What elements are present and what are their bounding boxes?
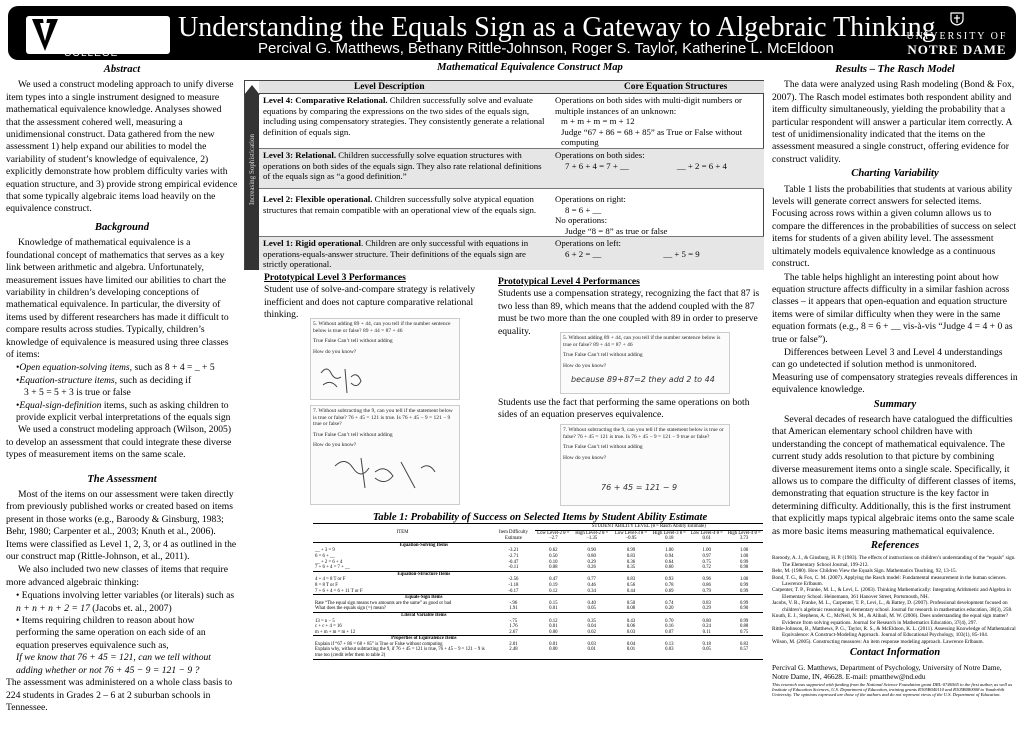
table-cell: 0.05	[587, 606, 596, 612]
table-cell: -2.56	[508, 577, 519, 583]
table-cell: 0.01	[549, 641, 558, 647]
table-cell: 0.00	[549, 647, 558, 653]
abstract-heading: Abstract	[103, 64, 141, 75]
table-cell: 0.35	[626, 565, 636, 571]
work-how-1: How do you know?	[313, 348, 357, 355]
work-how-3: How do you know?	[563, 362, 607, 369]
level-4-perf-text-2: Students use the fact that performing the same operations on both sides of an equation preserves equivalence.	[498, 397, 750, 421]
table-cell: c + c + 4 = 16	[315, 624, 342, 630]
level-4-perf-text: Students use a compensation strategy, recognizing the fact that 87 is two less than 89, which means that the addend coupled with the 87 must be two more than the one coupled with 89 in order to preserve equality.	[498, 288, 760, 337]
funding-text: This research was supported with funding from the National Science Foundation grant DRL-0746565 to the first author, as well as Institute of Education Sciences, U.S. Department of Education, training grants R305B040110 and R305B080008 to Vanderbilt University. The opinions expressed are those of the authors and do not represent views of the U.S. Department of Education.	[772, 681, 1013, 698]
references-list	[772, 555, 1018, 645]
table-cell: 2.67	[509, 629, 518, 635]
vanderbilt-sub: PEABODY COLLEGE	[64, 37, 120, 59]
table-cell: 0.43	[626, 618, 636, 624]
level-4-perf-text-2-wrap	[498, 397, 766, 422]
level-2-name: Level 2: Flexible operational.	[263, 194, 373, 204]
table-cell: 0.62	[549, 548, 558, 554]
background-end: We used a construct modeling approach (Wilson, 2005) to develop an assessment that could integrate these diverse types of measurement items on the same scale.	[6, 424, 232, 461]
item-class-2: •Equation-structure items, such as deciding if	[16, 374, 192, 386]
reference-item: Wilson, M. (2005). Constructing measures: An item response modeling approach. Lawrence Erlbaum.	[772, 638, 984, 645]
level-3-e3: __ + 2 = 6 + 4	[676, 160, 727, 171]
background-text: Knowledge of mathematical equivalence is a foundational concept of mathematics that serves as a key link between arithmetic and algebra. Unfortunately, measurement issues have limited our abilities to chart the variability in children’s developing conceptions of mathematical equivalence. In particular, the diversity of items used by different researchers has made it difficult to compare results across studies. Typically, children’s knowledge of equivalence is measured using three classes of items:	[6, 237, 229, 360]
table-cell: 0.01	[549, 606, 558, 612]
level-1-e1: Operations on left:	[555, 238, 621, 248]
table-cell: 0.50	[549, 553, 558, 559]
table-cell: 0.06	[626, 624, 636, 630]
table-cell: 0.83	[702, 600, 711, 606]
abstract-text: We used a construct modeling approach to unify diverse item types into a single instrument designed to measure mathematical equivalence knowledge. Analyses showed that the assessment cohered well, measuring a unidimensional construct. Data gathered from the new assessment 1) help expand our abilities to model the variability of student’s knowledge of equivalence, 2) explicitly demonstrate how problem difficulty varies with equation structure, and 3) provide strong empirical evidence that some typically algebraic items load heavily on the equivalence construct.	[6, 79, 238, 215]
handwriting-scribble-1	[317, 363, 377, 397]
summary-text: Several decades of research have catalogued the difficulties that American elementary school children have with understanding the concept of mathematical equivalence. The current study adds resolution to that picture by combining diverse measurement items onto a single scale. Specifically, it allows us to compare the difficulty of different classes of items, demonstrating that equation structure is the key factor in determining difficulty. Additionally, this is the first instrument that explicitly maps typical algebraic items onto the same scale as more basic items measuring mathematical equivalence.	[772, 413, 1016, 537]
table-cell: 0.15	[549, 600, 558, 606]
table-cell: 4 + 4 = 8 T or F	[315, 577, 346, 583]
table-cell: 1.76	[509, 624, 518, 630]
table-cell: 0.99	[739, 559, 749, 565]
table-section-label: Equation-Structure Items	[313, 571, 535, 577]
table-cell: 0.74	[665, 600, 674, 606]
table-col-header: Item Difficulty Estimate	[499, 530, 528, 541]
table-cell: 0.07	[665, 629, 674, 635]
table-cell: 0.90	[587, 548, 596, 554]
table-super-header: STUDENT ABILITY LEVEL (θ = Rasch Ability Estimate)	[535, 524, 763, 530]
table-cell: 0.96	[702, 577, 711, 583]
table-cell: 0.19	[549, 582, 558, 588]
level-1-row	[259, 237, 764, 270]
table-cell: 0.20	[665, 606, 674, 612]
table-cell: 0.26	[587, 565, 596, 571]
work-question-1: 5. Without adding 89 + 44, can you tell if the number sentence below is true or false? 89 + 44 = 87 + 46	[313, 321, 451, 334]
table-col-header: Low Level-3 θ = −0.95	[614, 530, 648, 542]
work-question-2: 7. Without subtracting the 9, can you tell if the statement below is true or false? 76 + 45 = 121 is true. Is 76 + 45 − 9 = 121 − 9 true or false?	[313, 408, 453, 427]
new-item-1-cite: (Jacobs et. al., 2007)	[89, 602, 172, 614]
table-cell: 0.03	[587, 641, 596, 647]
construct-map-heading: Mathematical Equivalence Construct Map	[437, 62, 623, 73]
work-options-3: True False Can’t tell without adding	[563, 352, 643, 358]
vanderbilt-v-icon	[32, 19, 58, 51]
assessment-p1: Most of the items on our assessment were taken directly from previously published works or created based on items present in those works (e.g., Baroody & Ginsburg, 1983; Behr, 1980; Carpenter et al., 2003; Knuth et al., 2006). Items were classified as Level 1, 2, 3, or 4 as outlined in the our construct map (Rittle-Johnson, et al., 2011).	[6, 489, 237, 563]
poster-title: Understanding the Equals Sign as a Gateway to Algebraic Thinking	[178, 12, 936, 43]
level-4-row	[259, 94, 764, 149]
table-cell: 0.10	[549, 559, 558, 565]
table-cell: 0.04	[626, 641, 636, 647]
notre-dame-name: NOTRE DAME	[907, 42, 1007, 57]
sophistication-arrow-icon	[245, 94, 259, 270]
table-cell: 0.83	[626, 577, 636, 583]
work-how-2: How do you know?	[313, 442, 357, 448]
table-cell: 0.01	[587, 647, 596, 653]
table-cell: 0.12	[549, 588, 558, 594]
assessment-p2: We also included two new classes of items that require more advanced algebraic thinking:	[6, 564, 228, 588]
table-cell: -2.71	[508, 553, 519, 559]
reference-item: Baroody, A. J., & Ginsburg, H. P. (1983). The effects of instructions on children’s understanding of the “equals” sign. The Elementary School Journal, 199-212.	[772, 555, 1016, 568]
table-cell: 0.47	[549, 577, 558, 583]
reference-item: Carpenter, T. P., Franke, M. L., & Levi, L. (2003). Thinking Mathematically: Integrating Arithmetic and Algebra in Elementary School. Heinemann, 361 Hanover Street, Portsmouth, NH.	[772, 587, 1011, 600]
charting-p2: The table helps highlight an interesting point about how equation structure affects difficulty in a similar fashion across classes – it appears that open-equation and equation structure items were of similar difficulty when they were in the same equation formats (e.g., 8 = 6 + __ vis-à-vis “Judge 4 = 4 + 0 as true or false”).	[772, 271, 1013, 345]
table-cell: 0.99	[739, 600, 749, 606]
table-cell: 0.01	[626, 647, 636, 653]
charting-heading: Charting Variability	[851, 168, 939, 180]
table-cell: 0.03	[626, 629, 636, 635]
table-cell: 0.94	[665, 553, 674, 559]
table-cell: Rate “The equal sign means two amounts are the same” as good or bad	[315, 600, 452, 606]
table-cell: 0.70	[665, 618, 674, 624]
rasch-text: The data were analyzed using Rash modeling (Bond & Fox, 2007). The Rasch model estimates both respondent ability and item difficulty simultaneously, yielding the probability that a particular respondent will answer a particular item correctly. A test of unidimensionality indicated that the items on the assessment measured a single construct, offering evidence for construct validity.	[772, 79, 1015, 165]
reference-item: Behr, M. (1980). How Children View the Equals Sign. Mathematics Teaching, 92, 13-15.	[772, 568, 957, 575]
work-options-4: True False Can’t tell without adding	[563, 444, 643, 450]
level-4-name: Level 4: Comparative Relational.	[263, 95, 388, 105]
construct-map	[244, 80, 764, 270]
table-cell: -0.47	[508, 559, 519, 565]
new-item-2: • Items requiring children to reason about how performing the same operation on each side of an equation preserves equivalence such as, If we know that 76 + 45 = 121, can we tell without adding whether or not 76 + 45 − 9 = 121 − 9 ?	[16, 615, 211, 676]
level-4-e3: Judge “67 + 86 = 68 + 85” as True or False without computing	[561, 126, 743, 148]
table-cell: 0.99	[626, 548, 636, 554]
table-body	[313, 542, 763, 658]
work-options-1: True False Can’t tell without adding	[313, 338, 393, 344]
col-level-header: Level Description	[354, 82, 425, 92]
handwriting-1: because 89+87=2 they add 2 to 44	[571, 375, 715, 384]
background-heading: Background	[94, 221, 150, 233]
table-cell: 0.99	[739, 588, 749, 594]
level-4-e1: Operations on both sides with multi-digit numbers or multiple instances of an unknown:	[555, 95, 742, 116]
table-cell: 0.79	[702, 588, 711, 594]
table-cell: 2.01	[509, 641, 518, 647]
poster-authors: Percival G. Matthews, Bethany Rittle-Johnson, Roger S. Taylor, Katherine L. McEldoon	[258, 40, 834, 57]
level-4-student-work-2	[560, 424, 730, 506]
table-cell: 13 = n − 5	[315, 618, 335, 624]
table-cell: -3.21	[508, 548, 519, 554]
level-3-student-work-1	[310, 318, 460, 400]
table-cell: 0.36	[626, 559, 636, 565]
table-cell: 0.11	[702, 629, 711, 635]
assessment-end: The assessment was administered on a whole class basis to 224 students in Grades 2 – 6 at 2 suburban schools in Tennessee.	[6, 677, 233, 713]
charting-p1: Table 1 lists the probabilities that students at various ability levels will generate correct answers for selected items. Focusing across rows within a given column allows us to compare the differences in the probabilities of success on select items for students of a given ability level. The assessment ultimately models equivalence knowledge as a continuous construct.	[772, 183, 1017, 270]
table-cell: 0.72	[702, 565, 711, 571]
level-4-perf-heading: Prototypical Level 4 Performances	[498, 276, 640, 287]
references-heading: References	[870, 540, 920, 552]
table-cell: 0.29	[702, 606, 711, 612]
level-3-perf-heading: Prototypical Level 3 Performances	[264, 272, 406, 283]
handwriting-2: 76 + 45 = 121 − 9	[601, 483, 678, 492]
contact-text: Percival G. Matthews, Department of Psychology, University of Notre Dame, Notre Dame, IN, 46628. E-mail: pmatthew@nd.edu	[772, 662, 1002, 681]
table-cell: -0.17	[508, 588, 519, 594]
table-cell: 0.08	[549, 565, 558, 571]
table-row	[313, 647, 763, 658]
item-class-3: •Equal-sign-definition items, such as asking children to provide explicit verbal interpretations of the equals sign	[16, 399, 231, 423]
table-cell: 0.80	[587, 553, 596, 559]
table-col-header: ITEM	[396, 530, 409, 536]
table-cell: 0.69	[665, 588, 674, 594]
table-cell: 0.80	[702, 618, 711, 624]
level-4-student-work-1	[560, 332, 730, 394]
table-section-label: Equals-Sign Items	[313, 595, 535, 601]
item-class-2-rest: such as deciding if	[117, 374, 192, 386]
table-cell: 0.35	[587, 618, 596, 624]
table-cell: 0.88	[739, 624, 749, 630]
level-3-performances	[264, 272, 484, 322]
table-cell: 0.77	[587, 577, 596, 583]
table-col-header: Low Level-4 θ = 0.61	[690, 530, 723, 542]
table-cell: 0.64	[665, 559, 674, 565]
table-cell: -0.11	[508, 565, 519, 571]
level-1-name: Level 1: Rigid operational	[263, 238, 361, 248]
table-cell: 0.50	[626, 600, 636, 606]
table-col-header: High Level-4 θ = 3.73	[727, 530, 761, 542]
table-section-label: Equation-Solving Items	[313, 542, 535, 548]
table-cell: 0.46	[587, 582, 596, 588]
col-core-header: Core Equation Structures	[624, 82, 728, 92]
arrow-tip	[244, 85, 260, 95]
table-cell: 7 + 6 + 4 = 7 + __	[315, 565, 350, 571]
table-col-header: High Level-2 θ = −1.35	[575, 530, 609, 542]
item-class-2-name: Equation-structure items,	[19, 374, 118, 386]
item-class-3-rest: items, such as asking children to provide explicit verbal interpretations of the equals sign	[16, 399, 231, 423]
probability-table	[313, 524, 763, 659]
notre-dame-shield-icon	[950, 12, 964, 26]
level-1-desc: . Children are only successful with equations in operations-equals-answer structure. Their definitions of the equals sign are strictly operational.	[263, 238, 529, 270]
table-cell: 0.93	[665, 577, 674, 583]
table-cell: What does the equals sign (=) mean?	[315, 606, 386, 612]
table-cell: 0.97	[702, 553, 711, 559]
table-cell: 1.00	[739, 548, 749, 554]
table-cell: -.96	[509, 600, 518, 606]
table-cell: 0.83	[626, 553, 636, 559]
table-cell: 0.05	[702, 647, 711, 653]
table-cell: 0.75	[739, 629, 749, 635]
table-col-header: Low Level-2 θ = −2.7	[537, 530, 570, 542]
level-1-e3: __ + 5 = 9	[663, 248, 700, 259]
reference-item: Jacobs, V. R., Franke, M. L., Carpenter, T. P., Levi, L., & Battey, D. (2007). Professional development focused on children’s algebraic reasoning in elementary school. Journal for research in mathematics education, 38(3), 258.	[772, 600, 1013, 613]
table-cell: 0.04	[587, 624, 596, 630]
table-cell: 1.00	[702, 548, 711, 554]
table-cell: 6 = 6 + __	[315, 553, 335, 559]
table-cell: 0.99	[739, 618, 749, 624]
rasch-heading: Results – The Rasch Model	[835, 64, 955, 75]
construct-map-header	[259, 81, 764, 94]
table-cell: 0.78	[665, 582, 674, 588]
level-2-e2: 8 = 6 + __	[565, 204, 602, 215]
table-cell: 0.03	[665, 647, 674, 653]
table-cell: 0.90	[739, 606, 749, 612]
table-cell: 0.02	[587, 629, 596, 635]
reference-item: Rittle-Johnson, B., Matthews, P. G., Taylor, R. S., & McEldoon, K. L. (2011). Assessing Knowledge of Mathematical Equivalence: A Construct-Modeling Approach. Journal of Educational Psychology, 103(1), 85-104.	[772, 625, 1016, 639]
table-cell: 0.40	[587, 600, 596, 606]
table-section-label: Literal Variable Items	[313, 612, 535, 618]
reference-item: Knuth, E. J., Stephens, A. C., McNeil, N. M., & Alibali, M. W. (2006). Does understanding the equal sign matter? Evidence from solving equations. Journal for Research in Mathematics Education, 37(4), 297.	[772, 613, 1009, 626]
level-3-student-work-2	[310, 405, 460, 505]
new-item-2-text: Items requiring children to reason about how performing the same operation on each side of an equation preserves equivalence such as,	[16, 615, 206, 651]
level-3-desc: Children successfully solve equation structures with operations on both sides of the equals sign. They also rate relational definitions of the equals sign as “a good definition.”	[263, 150, 542, 182]
level-2-row	[259, 189, 764, 237]
notre-dame-logo	[896, 12, 1018, 56]
work-question-4: 7. Without subtracting the 9, can you tell if the statement below is true or false? 76 + 45 = 121 is true. Is 76 + 45 − 9 = 121 − 9 true or false?	[563, 427, 724, 440]
table-cell: 0.01	[549, 624, 558, 630]
handwriting-scribble-2	[331, 452, 451, 502]
table-section-label: Properties of Equivalence Items	[313, 636, 535, 642]
table-cell: -.75	[509, 618, 518, 624]
table-cell: 7 + 6 + 4 = 6 + 11 T or F	[315, 588, 363, 594]
notre-dame-university: UNIVERSITY OF	[906, 31, 1008, 42]
table-cell: 1.00	[739, 577, 749, 583]
table-1	[313, 523, 763, 660]
level-4-e2: m + m + m = m + 12	[561, 116, 635, 127]
table-cell: 0.99	[739, 582, 749, 588]
contact-heading: Contact Information	[849, 647, 941, 659]
new-item-1-text: Equations involving letter variables (or literals) such as	[21, 590, 235, 602]
table-cell: 0.57	[739, 647, 749, 653]
level-3-perf-text: Student use of solve-and-compare strategy is relatively inefficient and does not capture comparative relational thinking.	[264, 284, 475, 321]
new-item-1: • Equations involving letter variables (or literals) such as n + n + n + 2 = 17 (Jacobs et. al., 2007)	[16, 590, 235, 614]
level-3-e2: 7 + 6 + 4 = 7 + __	[565, 160, 629, 171]
table-header-row	[313, 530, 763, 542]
level-2-e3: No operations:	[555, 215, 608, 226]
assessment-heading: The Assessment	[87, 473, 157, 485]
table-cell: 0.75	[702, 559, 711, 565]
table-1-title: Table 1: Probability of Success on Selected Items by Student Ability Estimate	[372, 512, 708, 523]
left-column	[6, 62, 238, 714]
table-cell: Explain if “67 + 86 = 68 + 85” is True or False without computing	[315, 641, 443, 647]
table-cell: -1.18	[508, 582, 519, 588]
level-2-e1: Operations on right:	[555, 194, 626, 204]
item-class-2-example: 3 + 5 = 5 + 3 is true or false	[24, 387, 131, 399]
table-cell: 1.00	[739, 553, 749, 559]
level-3-name: Level 3: Relational.	[263, 150, 337, 160]
vanderbilt-logo	[26, 16, 170, 59]
table-cell: 0.98	[739, 565, 749, 571]
level-3-e1: Operations on both sides:	[555, 150, 645, 160]
vanderbilt-name: VANDERBILT	[62, 18, 164, 34]
table-cell: 0.08	[626, 606, 636, 612]
item-class-1-name: Open equation-solving items,	[19, 362, 133, 374]
table-cell: 0.86	[702, 582, 711, 588]
table-cell: 0.18	[702, 641, 711, 647]
level-1-e2: 6 + 2 = __	[565, 248, 602, 259]
new-item-2-example: If we know that 76 + 45 = 121, can we tell without adding whether or not 76 + 45 − 9 = 121 − 9 ?	[16, 652, 211, 676]
table-col-header: High Level-3 θ = 0.18	[652, 530, 686, 542]
table-cell: 0.16	[665, 624, 674, 630]
table-cell: 2.48	[509, 647, 518, 653]
table-cell: 1.00	[665, 548, 674, 554]
table-cell: 0.29	[587, 559, 596, 565]
level-4-desc: Children successfully solve and evaluate equations by comparing the expressions on the two sides of the equals sign, including using compensatory strategies. They consistently generate a relational definition of equals sign.	[263, 95, 545, 137]
table-cell: 0.13	[665, 641, 674, 647]
work-options-2: True False Can’t tell without adding	[313, 431, 393, 438]
table-cell: 1.91	[509, 606, 518, 612]
table-cell: m + m + m = m + 12	[315, 629, 356, 635]
table-cell: 0.00	[549, 629, 558, 635]
level-3-row	[259, 149, 764, 189]
work-question-3: 5. Without adding 89 + 44, can you tell if the number sentence below is true or false? 89 + 44 = 87 + 46	[563, 335, 721, 348]
table-cell: 0.12	[549, 618, 558, 624]
item-class-1: •Open equation-solving items, such as 8 + 4 = _ + 5	[16, 362, 215, 374]
table-cell: __ + 2 = 6 + 4	[315, 559, 343, 565]
table-cell: 8 = 8 T or F	[315, 582, 338, 588]
table-cell: 0.60	[665, 565, 674, 571]
table-cell: 0.44	[626, 588, 636, 594]
new-item-1-example: n + n + n + 2 = 17	[16, 602, 90, 614]
table-cell: 0.34	[587, 588, 596, 594]
table-cell: __ + 3 = 9	[315, 548, 335, 554]
work-how-4: How do you know?	[563, 454, 607, 461]
charting-p3: Differences between Level 3 and Level 4 understandings can go undetected if solution method is unmonitored. Measuring use of compensatory strategies reveals differences in equivalence knowledge.	[772, 346, 1018, 396]
level-2-desc: Children successfully solve atypical equation structures that remain compatible with an operational view of the equals sign.	[263, 194, 537, 215]
table-cell: Explain why, without subtracting the 9, if 76 + 45 = 121 is true, 76 + 45 − 9 = 121 − 9 is true too (credit refer them to table 2)	[315, 647, 485, 659]
level-2-e4: Judge “8 = 8” as true or false	[565, 225, 668, 236]
table-cell: 0.24	[702, 624, 711, 630]
table-cell: 0.83	[739, 641, 749, 647]
table-cell: 0.56	[626, 582, 636, 588]
level-4-performances	[498, 276, 766, 338]
right-column	[772, 62, 1018, 698]
poster-banner	[8, 6, 1016, 60]
item-class-1-rest: such as 8 + 4 = _ + 5	[132, 362, 215, 374]
summary-heading: Summary	[873, 398, 917, 410]
reference-item: Bond, T. G., & Fox, C. M. (2007). Applying the Rasch model: Fundamental measurement in the human sciences. Lawrence Erlbaum.	[772, 574, 1007, 588]
item-class-3-name: Equal-sign-definition	[19, 399, 102, 411]
arrow-label: Increasing Sophistication	[248, 134, 256, 205]
